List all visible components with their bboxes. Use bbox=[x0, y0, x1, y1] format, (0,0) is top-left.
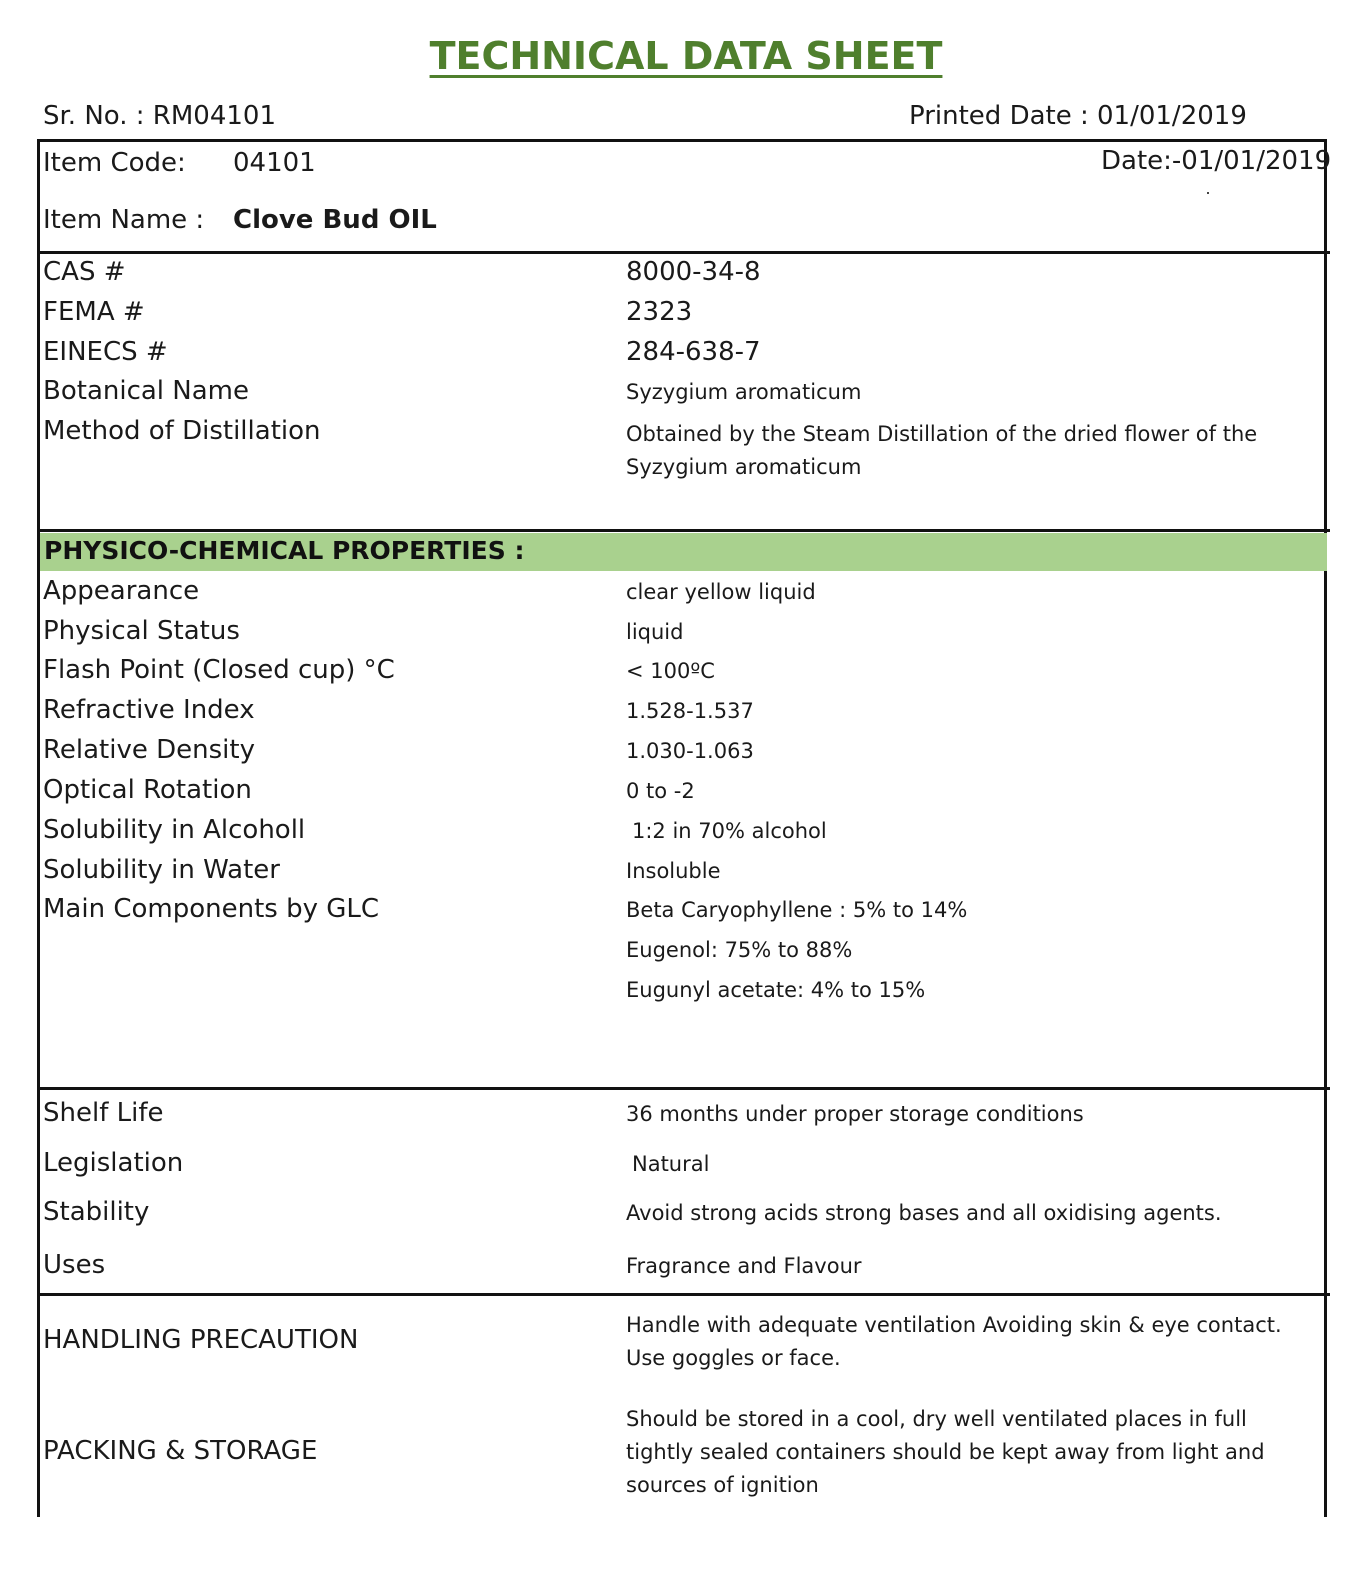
einecs-value: 284-638-7 bbox=[626, 337, 761, 367]
distillation-value: Obtained by the Steam Distillation of the dried flower of the Syzygium aromaticum bbox=[626, 422, 1258, 479]
refractive-index-label: Refractive Index bbox=[43, 695, 255, 725]
main-components-label: Main Components by GLC bbox=[43, 894, 380, 924]
component-item: Eugunyl acetate: 4% to 15% bbox=[626, 978, 926, 1002]
divider bbox=[37, 1293, 1330, 1296]
item-name-value: Clove Bud OIL bbox=[233, 205, 437, 235]
shelf-life-value: 36 months under proper storage conditions bbox=[626, 1102, 1084, 1126]
item-name-label: Item Name : bbox=[43, 205, 205, 235]
cas-value: 8000-34-8 bbox=[626, 257, 761, 287]
divider bbox=[37, 1087, 1330, 1090]
item-code-label: Item Code: bbox=[43, 148, 186, 178]
divider bbox=[37, 251, 1330, 254]
physical-status-value: liquid bbox=[626, 620, 684, 644]
flash-point-value: < 100ºC bbox=[626, 659, 715, 683]
legislation-label: Legislation bbox=[43, 1148, 184, 1178]
component-item: Eugenol: 75% to 88% bbox=[626, 938, 853, 962]
solubility-alcohol-label: Solubility in Alcoholl bbox=[43, 815, 306, 845]
uses-label: Uses bbox=[43, 1250, 106, 1280]
optical-rotation-value: 0 to -2 bbox=[626, 779, 695, 803]
relative-density-label: Relative Density bbox=[43, 735, 255, 765]
distillation-label: Method of Distillation bbox=[43, 416, 321, 446]
optical-rotation-label: Optical Rotation bbox=[43, 775, 252, 805]
appearance-label: Appearance bbox=[43, 576, 200, 606]
legislation-value: Natural bbox=[632, 1152, 710, 1176]
solubility-water-label: Solubility in Water bbox=[43, 855, 280, 885]
stability-value: Avoid strong acids strong bases and all oxidising agents. bbox=[626, 1201, 1222, 1225]
divider bbox=[37, 529, 1330, 532]
botanical-name-value: Syzygium aromaticum bbox=[626, 380, 862, 404]
storage-label: PACKING & STORAGE bbox=[43, 1436, 318, 1466]
physico-heading: PHYSICO-CHEMICAL PROPERTIES : bbox=[44, 536, 525, 565]
solubility-water-value: Insoluble bbox=[626, 859, 721, 883]
botanical-name-label: Botanical Name bbox=[43, 376, 249, 406]
storage-value: Should be stored in a cool, dry well ventilated places in full tightly sealed containers should be kept away from light and sources of ignition bbox=[626, 1407, 1265, 1497]
solubility-alcohol-value: 1:2 in 70% alcohol bbox=[632, 819, 827, 843]
item-date: Date:-01/01/2019 bbox=[1101, 146, 1332, 176]
item-code-value: 04101 bbox=[233, 148, 316, 178]
relative-density-value: 1.030-1.063 bbox=[626, 739, 754, 763]
serial-number: Sr. No. : RM04101 bbox=[43, 101, 276, 131]
fema-label: FEMA # bbox=[43, 297, 145, 327]
printed-date: Printed Date : 01/01/2019 bbox=[909, 101, 1247, 131]
uses-value: Fragrance and Flavour bbox=[626, 1254, 862, 1278]
flash-point-label: Flash Point (Closed cup) °C bbox=[43, 655, 395, 685]
component-item: Beta Caryophyllene : 5% to 14% bbox=[626, 898, 968, 922]
shelf-life-label: Shelf Life bbox=[43, 1098, 164, 1128]
stability-label: Stability bbox=[43, 1197, 150, 1227]
appearance-value: clear yellow liquid bbox=[626, 580, 816, 604]
einecs-label: EINECS # bbox=[43, 337, 168, 367]
handling-label: HANDLING PRECAUTION bbox=[43, 1325, 359, 1355]
handling-value: Handle with adequate ventilation Avoiding skin & eye contact. Use goggles or face. bbox=[626, 1313, 1282, 1370]
stray-dot bbox=[1207, 192, 1209, 194]
fema-value: 2323 bbox=[626, 297, 693, 327]
refractive-index-value: 1.528-1.537 bbox=[626, 699, 754, 723]
cas-label: CAS # bbox=[43, 257, 126, 287]
page-title: TECHNICAL DATA SHEET bbox=[429, 34, 943, 78]
physical-status-label: Physical Status bbox=[43, 616, 240, 646]
